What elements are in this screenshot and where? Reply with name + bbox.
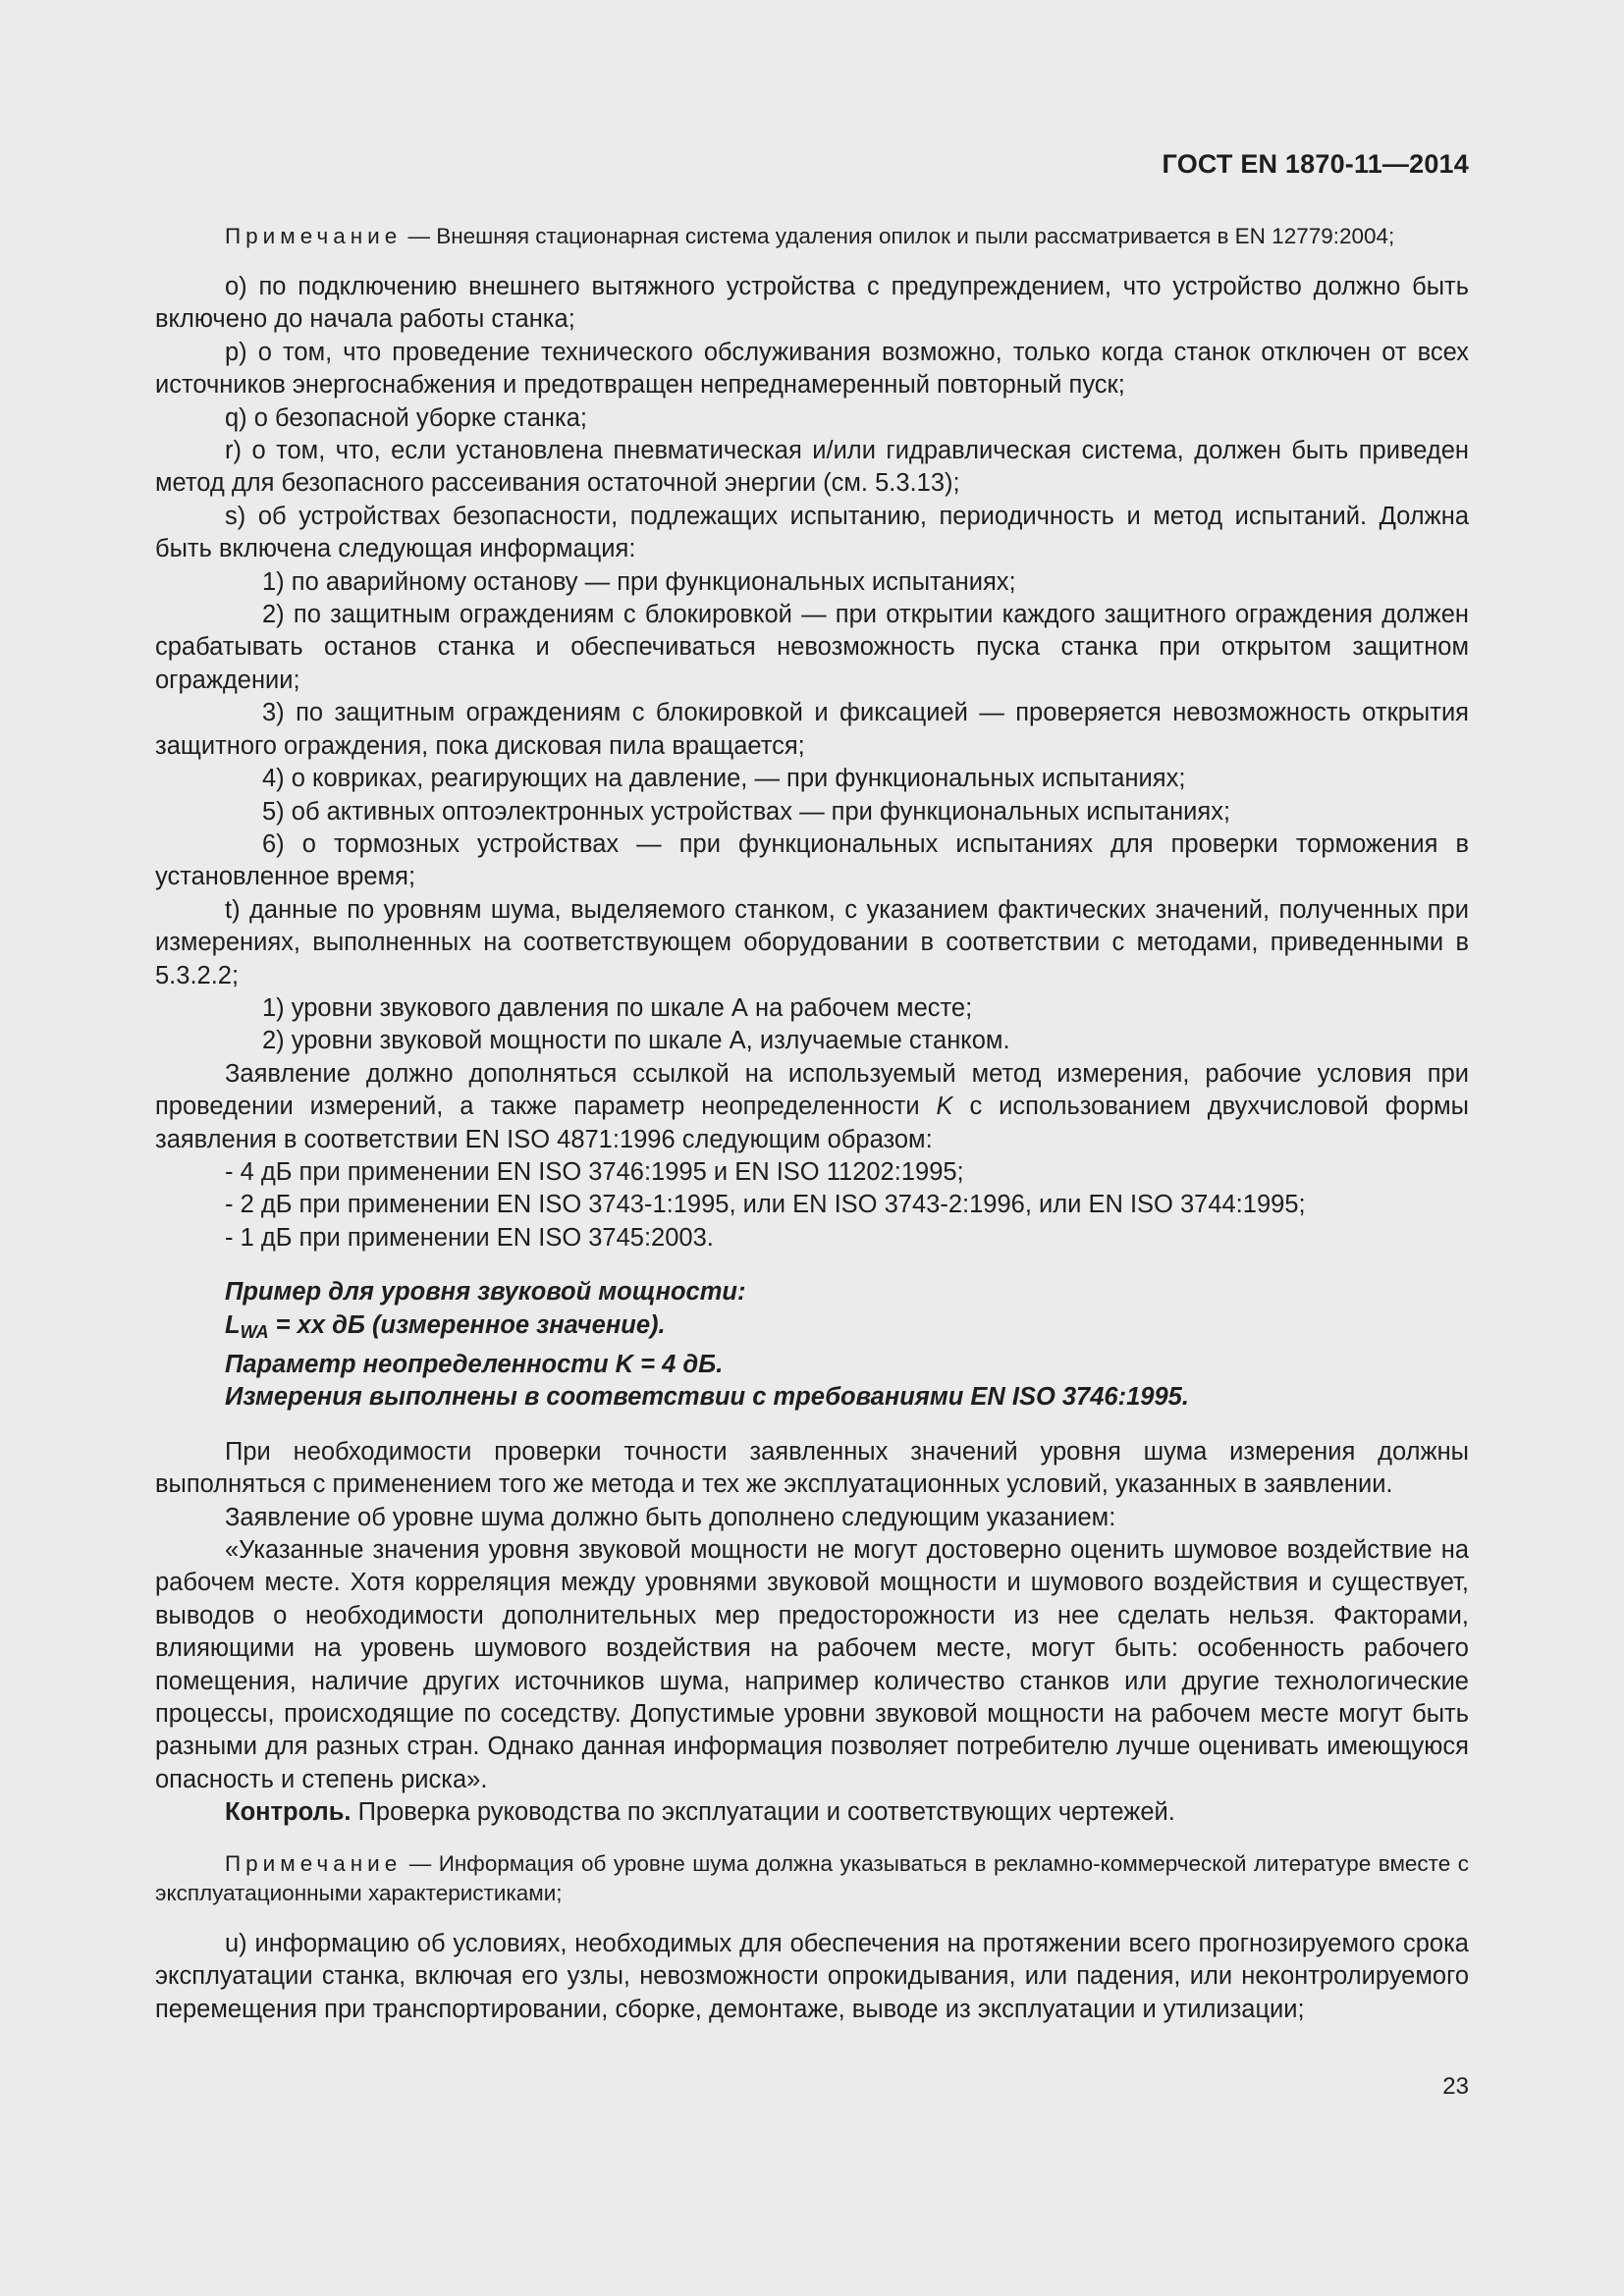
- body-paragraph: Заявление об уровне шума должно быть дополнено следующим указанием:: [225, 1503, 1116, 1531]
- sublist-item: 1) уровни звукового давления по шкале А на рабочем месте;: [262, 993, 973, 1022]
- note-paragraph: [155, 222, 1469, 251]
- control-paragraph: Контроль. Проверка руководства по эксплуатации и соответствующих чертежей.: [225, 1798, 1175, 1827]
- dash-item: - 2 дБ при применении EN ISO 3743-1:1995, или EN ISO 3743-2:1996, или EN ISO 3744:1995;: [225, 1191, 1306, 1219]
- page-number: 23: [1442, 2073, 1469, 2100]
- lwa-subscript: WA: [240, 1321, 269, 1342]
- k-symbol: K: [936, 1093, 953, 1121]
- sublist-item: 6) о тормозных устройствах — при функциональных испытаниях для проверки торможения в установленное время;: [155, 829, 1469, 891]
- sublist-item: 3) по защитным ограждениям с блокировкой и фиксацией — проверяется невозможность открытия защитного ограждения, пока дисковая пила вращается;: [155, 699, 1469, 760]
- sublist-item: 2) уровни звуковой мощности по шкале А, излучаемые станком.: [262, 1027, 1010, 1055]
- note-label: Примечание: [225, 224, 403, 248]
- quote-paragraph: «Указанные значения уровня звуковой мощности не могут достоверно оценить шумовое воздействие на рабочем месте. Хотя корреляция между уровнями звуковой мощности и шумового воздействия и существует, выводов о необходимости дополнительных мер предосторожности из нее сделать нельзя. Факторами, влияющими на уровень шумового воздействия на рабочем месте, могут быть: особенность рабочего помещения, наличие других источников шума, например количество станков или другие технологические процессы, происходящие по соседству. Допустимые уровни звуковой мощности на рабочем месте могут быть разными для разных стран. Однако данная информация позволяет потребителю лучше оценивать имеющуюся опасность и степень риска».: [155, 1536, 1469, 1793]
- sublist-item: 5) об активных оптоэлектронных устройствах — при функциональных испытаниях;: [262, 797, 1231, 826]
- statement-paragraph: Заявление должно дополняться ссылкой на используемый метод измерения, рабочие условия при проведении измерений, а также параметр неопределенности K с использованием двухчисловой формы заявления в соответствии EN ISO 4871:1996 следующим образом:: [155, 1059, 1469, 1153]
- note-text: — Информация об уровне шума должна указываться в рекламно-коммерческой литературе вместе с эксплуатационными характеристиками;: [155, 1850, 1469, 1905]
- control-label: Контроль.: [225, 1798, 352, 1827]
- list-item-o: o) по подключению внешнего вытяжного устройства с предупреждением, что устройство должно быть включено до начала работы станка;: [155, 273, 1469, 334]
- document-header: ГОСТ EN 1870-11—2014: [1162, 149, 1469, 179]
- note-label: Примечание: [225, 1850, 403, 1876]
- list-item-s: s) об устройствах безопасности, подлежащих испытанию, периодичность и метод испытаний. Должна быть включена следующая информация:: [155, 502, 1469, 563]
- list-item-q: q) о безопасной уборке станка;: [225, 403, 587, 432]
- example-line: Измерения выполнены в соответствии с требованиями EN ISO 3746:1995.: [225, 1383, 1189, 1412]
- note-text: — Внешняя стационарная система удаления опилок и пыли рассматривается в EN 12779:2004;: [402, 224, 1395, 248]
- sublist-item: 4) о ковриках, реагирующих на давление, — при функциональных испытаниях;: [262, 765, 1186, 793]
- sublist-item: 1) по аварийному останову — при функциональных испытаниях;: [262, 567, 1016, 596]
- list-item-t: t) данные по уровням шума, выделяемого станком, с указанием фактических значений, полученных при измерениях, выполненных на соответствующем оборудовании в соответствии с методами, приведенными в 5.3.2.2;: [155, 895, 1469, 989]
- example-block: [155, 1276, 1469, 1415]
- body-paragraph: При необходимости проверки точности заявленных значений уровня шума измерения должны выполняться с применением того же метода и тех же эксплуатационных условий, указанных в заявлении.: [155, 1437, 1469, 1499]
- list-item-p: p) о том, что проведение технического обслуживания возможно, только когда станок отключен от всех источников энергоснабжения и предотвращен непреднамеренный повторный пуск;: [155, 338, 1469, 400]
- example-line: Параметр неопределенности K = 4 дБ.: [225, 1351, 724, 1378]
- sublist-item: 2) по защитным ограждениям с блокировкой — при открытии каждого защитного ограждения должен срабатывать останов станка и обеспечиваться невозможность пуска станка при открытом защитном ограждении;: [155, 601, 1469, 694]
- example-line: $L_{WA}$ = xx дБ (измеренное значение).: [225, 1310, 666, 1342]
- example-title: Пример для уровня звуковой мощности:: [225, 1278, 746, 1307]
- list-item-u: u) информацию об условиях, необходимых для обеспечения на протяжении всего прогнозируемого срока эксплуатации станка, включая его узлы, невозможности опрокидывания, или падения, или неконтролируемого перемещения при транспортировании, сборке, демонтаже, выводе из эксплуатации и утилизации;: [155, 1929, 1469, 2023]
- dash-item: - 4 дБ при применении EN ISO 3746:1995 и EN ISO 11202:1995;: [225, 1157, 964, 1186]
- dash-item: - 1 дБ при применении EN ISO 3745:2003.: [225, 1223, 714, 1252]
- document-body: [155, 222, 1469, 2026]
- note-paragraph: [155, 1849, 1469, 1908]
- list-item-r: r) о том, что, если установлена пневматическая и/или гидравлическая система, должен быть приведен метод для безопасного рассеивания остаточной энергии (см. 5.3.13);: [155, 437, 1469, 498]
